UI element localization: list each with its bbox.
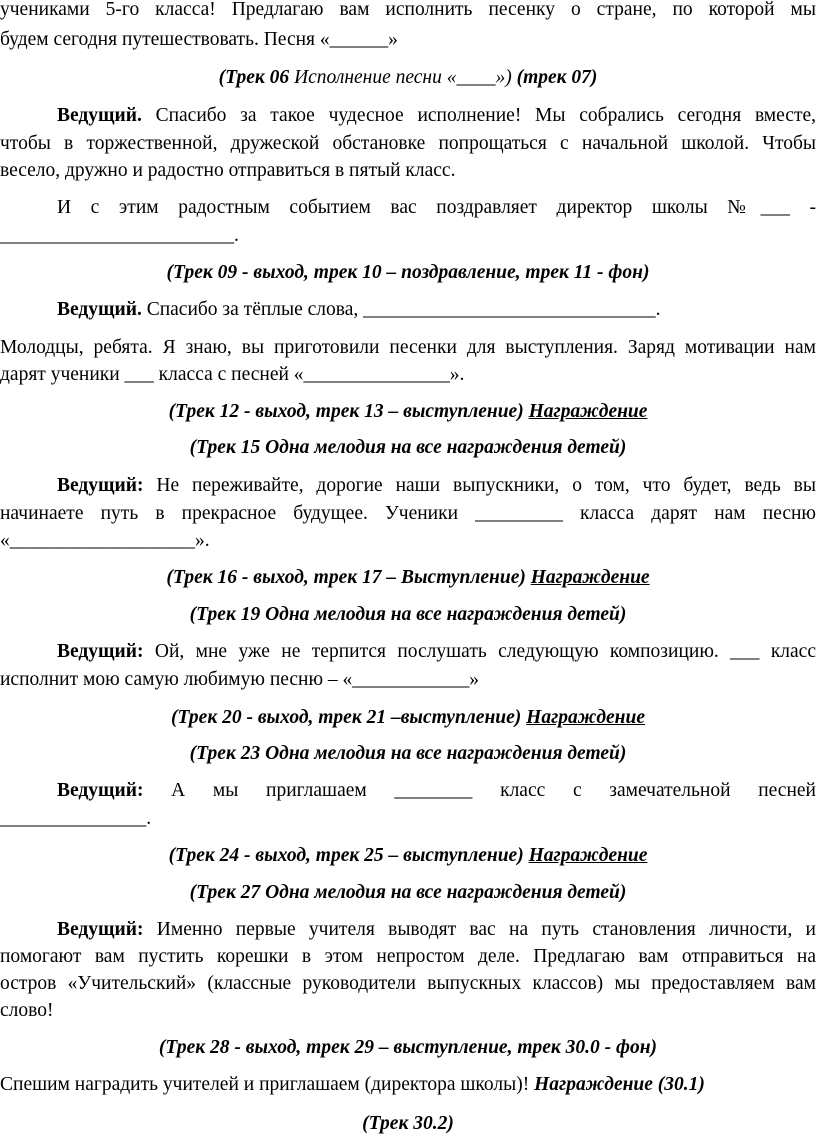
track-label: (Трек 06 xyxy=(218,67,295,88)
paragraph-line xyxy=(57,102,816,129)
speaker-label: Ведущий: xyxy=(57,641,144,662)
paragraph-line: помогают вам пустить корешки в этом непростом деле. Предлагаю вам отправиться на xyxy=(0,946,816,967)
track-note: (Трек 27 Одна мелодия на все награждения детей) xyxy=(189,882,627,903)
track-label: (Трек 12 - выход, трек 13 – выступление) xyxy=(168,401,529,422)
track-note: (Трек 15 Одна мелодия на все награждения детей) xyxy=(189,437,627,458)
track-label: (трек 07) xyxy=(511,67,598,88)
award-label: Награждение xyxy=(528,401,648,422)
award-label: Награждение xyxy=(530,567,650,588)
paragraph-text: Спешим наградить учителей и приглашаем (директора школы)! xyxy=(0,1074,535,1095)
award-label: Награждение xyxy=(528,845,648,866)
paragraph-text: Спасибо за тёплые слова, ______________________________. xyxy=(141,299,661,320)
paragraph-line xyxy=(57,638,816,665)
paragraph-text: Именно первые учителя выводят вас на путь становления личности, и xyxy=(143,919,816,940)
paragraph-text: Спасибо за такое чудесное исполнение! Мы собрались сегодня вместе, xyxy=(141,105,816,126)
speaker-label: Ведущий: xyxy=(57,475,144,496)
paragraph-line: «___________________». xyxy=(0,530,210,551)
award-label: Награждение xyxy=(526,707,645,728)
track-label: (Трек 16 - выход, трек 17 – Выступление) xyxy=(166,567,531,588)
paragraph-line: исполнит мою самую любимую песню – «____________» xyxy=(0,669,480,690)
speaker-label: Ведущий: xyxy=(57,919,144,940)
track-note xyxy=(0,564,816,591)
paragraph-line xyxy=(57,916,816,943)
paragraph-line: учениками 5-го класса! Предлагаю вам исполнить песенку о стране, по которой мы xyxy=(0,0,816,20)
paragraph-line: дарят ученики ___ класса с песней «_______________». xyxy=(0,364,465,385)
track-label: (Трек 24 - выход, трек 25 – выступление) xyxy=(168,845,529,866)
paragraph-line xyxy=(57,472,816,499)
paragraph-line: И с этим радостным событием вас поздравляет директор школы №___ - xyxy=(57,197,816,218)
paragraph-line: будем сегодня путешествовать. Песня «______» xyxy=(0,29,398,50)
paragraph-text: Не переживайте, дорогие наши выпускники, о том, что будет, ведь вы xyxy=(143,475,816,496)
award-label: Награждение (30.1) xyxy=(534,1074,705,1095)
paragraph-text: А мы приглашаем ________ класс с замечательной песней xyxy=(143,780,816,801)
speaker-label: Ведущий. xyxy=(57,299,142,320)
track-note xyxy=(0,64,816,91)
track-note xyxy=(0,704,816,731)
paragraph-line: ________________________. xyxy=(0,225,239,246)
speaker-label: Ведущий. xyxy=(57,105,142,126)
track-label: (Трек 20 - выход, трек 21 –выступление) xyxy=(171,707,527,728)
track-note: (Трек 30.2) xyxy=(362,1113,454,1134)
paragraph-line: Молодцы, ребята. Я знаю, вы приготовили песенки для выступления. Заряд мотивации нам xyxy=(0,337,816,358)
paragraph-line xyxy=(0,1071,816,1098)
paragraph-line: остров «Учительский» (классные руководители выпускных классов) мы предоставляем вам xyxy=(0,973,816,994)
track-note xyxy=(0,398,816,425)
track-text: Исполнение песни «____») xyxy=(294,67,512,88)
paragraph-line: слово! xyxy=(0,1000,54,1021)
track-note xyxy=(0,842,816,869)
track-note: (Трек 09 - выход, трек 10 – поздравление, трек 11 - фон) xyxy=(166,262,650,283)
track-note: (Трек 23 Одна мелодия на все награждения детей) xyxy=(189,743,627,764)
paragraph-line: чтобы в торжественной, дружеской обстановке попрощаться с начальной школой. Чтобы xyxy=(0,133,816,154)
speaker-label: Ведущий: xyxy=(57,780,144,801)
paragraph-line: весело, дружно и радостно отправиться в пятый класс. xyxy=(0,160,456,181)
track-note: (Трек 28 - выход, трек 29 – выступление, трек 30.0 - фон) xyxy=(158,1037,658,1058)
paragraph-line: начинаете путь в прекрасное будущее. Ученики _________ класса дарят нам песню xyxy=(0,503,816,524)
paragraph-text: Ой, мне уже не терпится послушать следующую композицию. ___ класс xyxy=(143,641,816,662)
track-note: (Трек 19 Одна мелодия на все награждения детей) xyxy=(189,604,627,625)
paragraph-line xyxy=(57,296,816,323)
paragraph-line: _______________. xyxy=(0,808,152,829)
paragraph-line xyxy=(57,777,816,804)
